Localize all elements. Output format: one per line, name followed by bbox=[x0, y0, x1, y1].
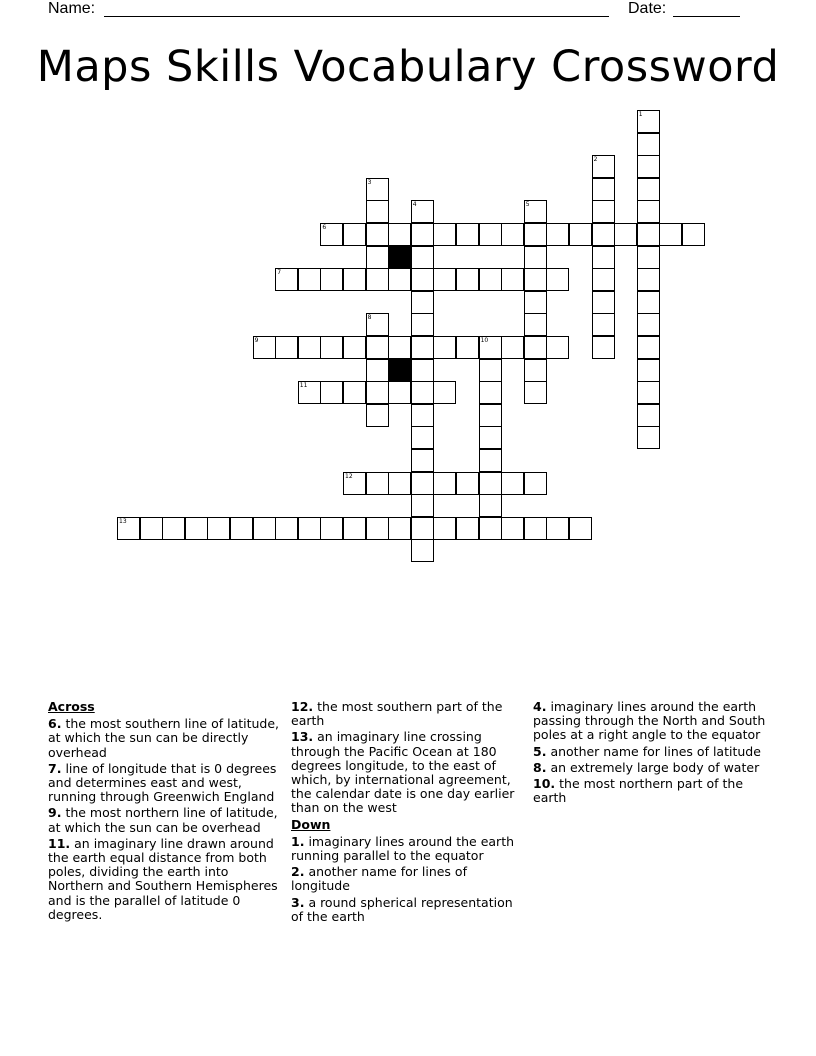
clue-across-12: 12. the most southern part of the earth bbox=[291, 699, 503, 729]
grid-cell[interactable] bbox=[253, 517, 276, 540]
grid-cell[interactable] bbox=[479, 336, 502, 359]
grid-cell[interactable] bbox=[411, 359, 434, 382]
grid-cell[interactable] bbox=[637, 178, 660, 201]
grid-cell[interactable] bbox=[637, 133, 660, 156]
grid-cell[interactable] bbox=[343, 336, 366, 359]
grid-cell[interactable] bbox=[637, 381, 660, 404]
grid-cell[interactable] bbox=[366, 200, 389, 223]
grid-cell[interactable] bbox=[614, 223, 637, 246]
clue-number: 8 bbox=[367, 314, 372, 322]
grid-cell[interactable] bbox=[320, 268, 343, 291]
grid-cell[interactable] bbox=[253, 336, 276, 359]
clue-number: 13 bbox=[119, 517, 127, 525]
grid-cell[interactable] bbox=[546, 268, 569, 291]
grid-cell[interactable] bbox=[592, 223, 615, 246]
grid-cell[interactable] bbox=[298, 268, 321, 291]
grid-cell[interactable] bbox=[433, 381, 456, 404]
grid-cell[interactable] bbox=[479, 449, 502, 472]
grid-cell[interactable] bbox=[637, 426, 660, 449]
grid-cell[interactable] bbox=[524, 246, 547, 269]
grid-cell[interactable] bbox=[501, 223, 524, 246]
grid-cell[interactable] bbox=[592, 246, 615, 269]
clue-number: 3 bbox=[367, 178, 372, 186]
grid-cell[interactable] bbox=[366, 313, 389, 336]
grid-cell[interactable] bbox=[456, 336, 479, 359]
grid-cell[interactable] bbox=[592, 178, 615, 201]
clues-column-2 bbox=[291, 700, 521, 926]
grid-cell[interactable] bbox=[366, 404, 389, 427]
grid-cell[interactable] bbox=[411, 404, 434, 427]
clue-across-11: 11. an imaginary line drawn around the earth equal distance from both poles, dividing the earth into Northern and Southern Hemispheres and is the parallel of latitude 0 degrees. bbox=[48, 835, 278, 922]
grid-cell[interactable] bbox=[366, 246, 389, 269]
grid-cell[interactable] bbox=[456, 268, 479, 291]
grid-cell[interactable] bbox=[501, 268, 524, 291]
grid-cell[interactable] bbox=[433, 268, 456, 291]
grid-cell[interactable] bbox=[637, 110, 660, 133]
grid-cell[interactable] bbox=[411, 426, 434, 449]
grid-cell[interactable] bbox=[275, 336, 298, 359]
grid-cell[interactable] bbox=[320, 336, 343, 359]
grid-cell[interactable] bbox=[637, 268, 660, 291]
grid-cell[interactable] bbox=[162, 517, 185, 540]
grid-cell[interactable] bbox=[320, 381, 343, 404]
grid-cell[interactable] bbox=[592, 313, 615, 336]
clue-number: 10 bbox=[480, 337, 489, 344]
clue-number: 12 bbox=[345, 472, 353, 480]
down-heading: Down bbox=[291, 816, 331, 832]
grid-cell[interactable] bbox=[343, 223, 366, 246]
grid-cell[interactable] bbox=[659, 223, 682, 246]
grid-cell[interactable] bbox=[637, 291, 660, 314]
grid-cell[interactable] bbox=[388, 472, 411, 495]
clue-number: 6 bbox=[322, 224, 327, 231]
grid-cell[interactable] bbox=[546, 517, 569, 540]
grid-cell[interactable] bbox=[524, 200, 547, 223]
grid-cell[interactable] bbox=[366, 517, 389, 540]
grid-cell[interactable] bbox=[524, 291, 547, 314]
across-heading: Across bbox=[48, 699, 95, 714]
clue-down-2: 2. another name for lines of longitude bbox=[291, 864, 467, 894]
grid-cell[interactable] bbox=[366, 359, 389, 382]
grid-cell[interactable] bbox=[456, 223, 479, 246]
clue-number: 1 bbox=[638, 111, 643, 118]
clue-across-13: 13. an imaginary line crossing through the Pacific Ocean at 180 degrees longitude, to the east of which, by international agreement, the calendar date is one day earlier than on the west bbox=[291, 729, 515, 816]
grid-cell[interactable] bbox=[366, 381, 389, 404]
grid-cell[interactable] bbox=[298, 517, 321, 540]
grid-cell[interactable] bbox=[569, 223, 592, 246]
clue-across-6: 6. the most southern line of latitude, at which the sun can be directly overhead bbox=[48, 716, 280, 760]
grid-cell[interactable] bbox=[411, 268, 434, 291]
grid-cell[interactable] bbox=[275, 517, 298, 540]
clue-number: 11 bbox=[299, 382, 308, 390]
grid-cell[interactable] bbox=[411, 200, 434, 223]
grid-cell[interactable] bbox=[524, 517, 547, 540]
grid-cell[interactable] bbox=[592, 200, 615, 223]
grid-cell[interactable] bbox=[501, 472, 524, 495]
clue-number: 2 bbox=[593, 156, 598, 164]
grid-cell[interactable] bbox=[140, 517, 163, 540]
grid-cell[interactable] bbox=[411, 246, 434, 269]
grid-cell[interactable] bbox=[320, 223, 343, 246]
grid-cell[interactable] bbox=[275, 268, 298, 291]
clue-number: 4 bbox=[412, 201, 417, 209]
grid-cell[interactable] bbox=[388, 268, 411, 291]
grid-cell[interactable] bbox=[592, 336, 615, 359]
clue-down-4: 4. imaginary lines around the earth passing through the North and South poles at a right angle to the equator bbox=[533, 699, 766, 743]
grid-cell[interactable] bbox=[456, 517, 479, 540]
grid-cell[interactable] bbox=[366, 268, 389, 291]
grid-cell[interactable] bbox=[637, 246, 660, 269]
grid-cell[interactable] bbox=[411, 472, 434, 495]
grid-cell[interactable] bbox=[479, 472, 502, 495]
grid-cell[interactable] bbox=[343, 381, 366, 404]
grid-cell[interactable] bbox=[524, 223, 547, 246]
grid-cell[interactable] bbox=[411, 381, 434, 404]
grid-cell[interactable] bbox=[592, 268, 615, 291]
grid-cell[interactable] bbox=[366, 336, 389, 359]
clue-across-7: 7. line of longitude that is 0 degrees and determines east and west, running through Greenwich England bbox=[48, 760, 277, 805]
grid-cell[interactable] bbox=[592, 291, 615, 314]
grid-cell[interactable] bbox=[388, 223, 411, 246]
clue-down-10: 10. the most northern part of the earth bbox=[533, 776, 744, 806]
grid-cell[interactable] bbox=[343, 517, 366, 540]
grid-cell[interactable] bbox=[637, 359, 660, 382]
grid-cell[interactable] bbox=[479, 517, 502, 540]
black-cell bbox=[388, 246, 411, 269]
grid-cell[interactable] bbox=[411, 494, 434, 517]
grid-cell[interactable] bbox=[117, 517, 140, 540]
date-label: Date: bbox=[628, 0, 667, 17]
grid-cell[interactable] bbox=[524, 381, 547, 404]
grid-cell[interactable] bbox=[366, 223, 389, 246]
grid-cell[interactable] bbox=[207, 517, 230, 540]
grid-cell[interactable] bbox=[479, 404, 502, 427]
grid-cell[interactable] bbox=[366, 472, 389, 495]
grid-cell[interactable] bbox=[388, 381, 411, 404]
grid-cell[interactable] bbox=[682, 223, 705, 246]
grid-cell[interactable] bbox=[524, 313, 547, 336]
grid-cell[interactable] bbox=[366, 178, 389, 201]
grid-cell[interactable] bbox=[479, 381, 502, 404]
grid-cell[interactable] bbox=[637, 404, 660, 427]
grid-cell[interactable] bbox=[298, 381, 321, 404]
name-label: Name: bbox=[48, 0, 96, 17]
grid-cell[interactable] bbox=[298, 336, 321, 359]
grid-cell[interactable] bbox=[411, 539, 434, 562]
grid-cell[interactable] bbox=[546, 336, 569, 359]
grid-cell[interactable] bbox=[388, 517, 411, 540]
clues-column-3 bbox=[533, 700, 768, 807]
clue-across-9: 9. the most northern line of latitude, at which the sun can be overhead bbox=[48, 805, 278, 835]
page-title: Maps Skills Vocabulary Crossword bbox=[36, 42, 780, 92]
grid-cell[interactable] bbox=[501, 336, 524, 359]
grid-cell[interactable] bbox=[411, 313, 434, 336]
grid-cell[interactable] bbox=[637, 223, 660, 246]
grid-cell[interactable] bbox=[501, 517, 524, 540]
grid-cell[interactable] bbox=[524, 268, 547, 291]
grid-cell[interactable] bbox=[546, 223, 569, 246]
clue-down-3: 3. a round spherical representation of the earth bbox=[291, 894, 513, 924]
grid-cell[interactable] bbox=[230, 517, 253, 540]
grid-cell[interactable] bbox=[411, 517, 434, 540]
clues-column-1 bbox=[48, 700, 283, 924]
grid-cell[interactable] bbox=[411, 449, 434, 472]
grid-cell[interactable] bbox=[411, 336, 434, 359]
grid-cell[interactable] bbox=[479, 268, 502, 291]
clue-down-1: 1. imaginary lines around the earth running parallel to the equator bbox=[291, 833, 515, 864]
grid-cell[interactable] bbox=[411, 223, 434, 246]
grid-cell[interactable] bbox=[479, 426, 502, 449]
grid-cell[interactable] bbox=[479, 494, 502, 517]
clue-down-5: 5. another name for lines of latitude bbox=[533, 743, 761, 759]
grid-cell[interactable] bbox=[637, 155, 660, 178]
grid-cell[interactable] bbox=[185, 517, 208, 540]
grid-cell[interactable] bbox=[433, 472, 456, 495]
grid-cell[interactable] bbox=[343, 472, 366, 495]
grid-cell[interactable] bbox=[479, 223, 502, 246]
grid-cell[interactable] bbox=[524, 472, 547, 495]
black-cell bbox=[388, 359, 411, 382]
grid-cell[interactable] bbox=[433, 223, 456, 246]
clue-down-8: 8. an extremely large body of water bbox=[533, 759, 760, 775]
grid-cell[interactable] bbox=[320, 517, 343, 540]
clue-number: 5 bbox=[525, 201, 530, 209]
grid-cell[interactable] bbox=[637, 313, 660, 336]
grid-cell[interactable] bbox=[479, 359, 502, 382]
grid-cell[interactable] bbox=[637, 200, 660, 223]
grid-cell[interactable] bbox=[456, 472, 479, 495]
grid-cell[interactable] bbox=[343, 268, 366, 291]
grid-cell[interactable] bbox=[433, 517, 456, 540]
grid-cell[interactable] bbox=[524, 336, 547, 359]
grid-cell[interactable] bbox=[592, 155, 615, 178]
grid-cell[interactable] bbox=[569, 517, 592, 540]
grid-cell[interactable] bbox=[524, 359, 547, 382]
clue-number: 9 bbox=[254, 337, 259, 344]
grid-cell[interactable] bbox=[433, 336, 456, 359]
grid-cell[interactable] bbox=[388, 336, 411, 359]
grid-cell[interactable] bbox=[411, 291, 434, 314]
grid-cell[interactable] bbox=[637, 336, 660, 359]
clue-number: 7 bbox=[277, 269, 282, 277]
